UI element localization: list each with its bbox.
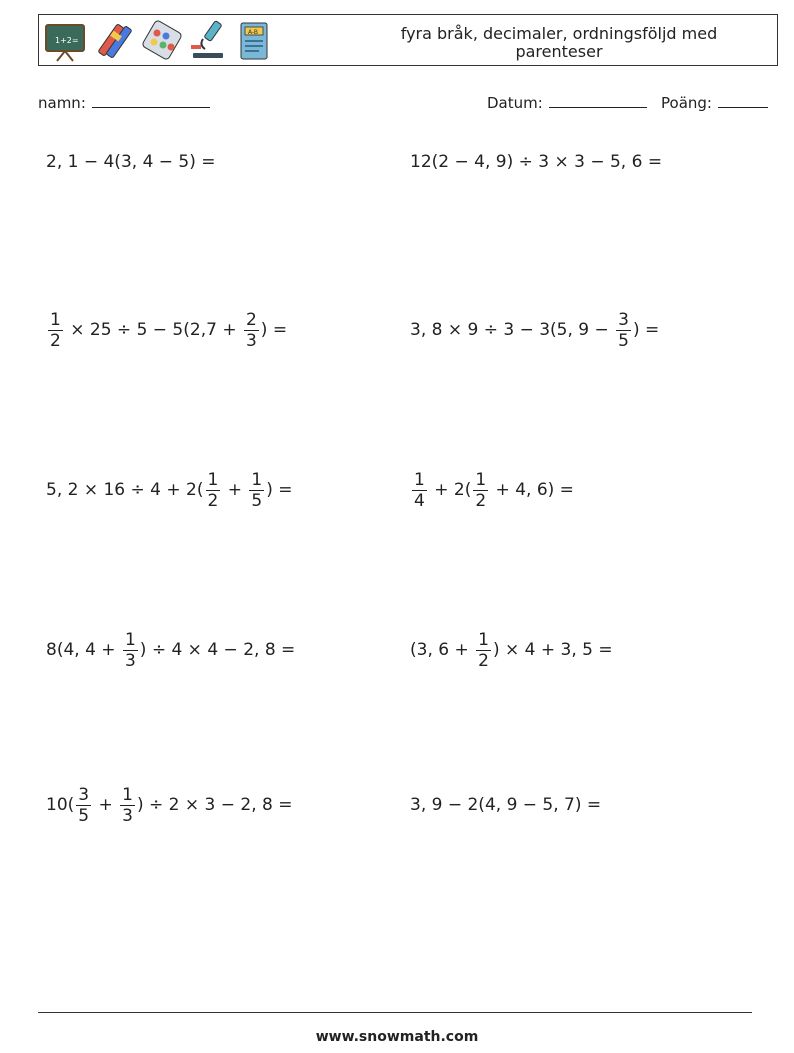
problem-text: ) = [633,320,660,340]
footer-divider [38,1012,752,1013]
fraction-denominator: 3 [124,650,136,671]
problem-text: 3, 8 × 9 ÷ 3 − 3(5, 9 − [410,320,615,340]
problem-text: 8(4, 4 + [46,640,121,660]
problem-text: 12(2 − 4, 9) ÷ 3 × 3 − 5, 6 = [410,152,663,172]
problem-text: ) × 4 + 3, 5 = [492,640,613,660]
score-label: Poäng: [661,94,712,112]
problem-text: + 4, 6) = [490,480,574,500]
fraction-denominator: 5 [618,330,629,351]
problem-8 [410,620,613,680]
fraction-denominator: 2 [50,330,61,351]
problem-9 [46,775,293,835]
fraction-numerator: 2 [245,309,257,330]
problem-text: 2, 1 − 4(3, 4 − 5) = [46,152,216,172]
problem-10 [410,775,601,835]
problem-text: 5, 2 × 16 ÷ 4 + 2( [46,480,204,500]
worksheet-title: fyra bråk, decimaler, ordningsföljd med parenteser [400,24,718,61]
name-field [38,93,210,112]
chalkboard-icon [43,19,87,63]
fraction [244,310,259,351]
fraction [48,310,63,351]
name-blank [92,93,210,108]
fraction [473,470,488,511]
fraction [476,630,491,671]
problem-text: + 2( [428,480,472,500]
problem-5 [46,460,293,520]
crayons-icon [93,19,137,63]
paint-palette-icon [141,19,185,63]
fraction [76,785,91,826]
date-blank [549,93,647,108]
fraction-denominator: 2 [207,490,219,511]
date-field [487,93,647,112]
fraction [206,470,221,511]
score-blank [718,93,768,108]
fraction-numerator: 3 [78,784,90,805]
problem-text: ) = [266,480,293,500]
score-field [661,93,768,112]
fraction-denominator: 3 [122,805,133,826]
date-label: Datum: [487,94,543,112]
svg-text:1+2=: 1+2= [55,36,79,45]
fraction-numerator: 1 [122,784,133,805]
fraction-denominator: 2 [475,490,487,511]
problem-text: + [222,480,248,500]
fraction-numerator: 1 [124,629,136,650]
fraction-denominator: 5 [78,805,90,826]
problem-2 [410,132,662,192]
fraction-numerator: 1 [251,469,263,490]
problem-text: × 25 ÷ 5 − 5(2,7 + [64,320,242,340]
problem-text: 10( [46,795,75,815]
problem-1 [46,132,216,192]
problem-text: 3, 9 − 2(4, 9 − 5, 7) = [410,795,602,815]
fraction-numerator: 3 [618,309,629,330]
fraction-denominator: 2 [478,650,489,671]
fraction-numerator: 1 [207,469,219,490]
footer-url: www.snowmath.com [315,1029,479,1045]
fraction [120,785,135,826]
fraction-numerator: 1 [478,629,489,650]
fraction-denominator: 5 [251,490,263,511]
fraction [123,630,138,671]
problem-text: ) ÷ 2 × 3 − 2, 8 = [136,795,293,815]
fraction [249,470,264,511]
problem-7 [46,620,295,680]
fraction-numerator: 1 [475,469,487,490]
fraction [616,310,631,351]
fraction [412,470,427,511]
svg-text:A-B: A-B [248,29,259,36]
problem-text: (3, 6 + [410,640,475,660]
problem-4 [410,300,659,360]
worksheet-header [38,14,778,66]
book-icon [233,19,277,63]
problem-text: ) ÷ 4 × 4 − 2, 8 = [139,640,296,660]
problem-3 [46,300,287,360]
microscope-icon [187,19,231,63]
problem-text: ) = [260,320,288,340]
fraction-denominator: 4 [414,490,425,511]
fraction-numerator: 1 [50,309,61,330]
fraction-numerator: 1 [414,469,425,490]
name-label: namn: [38,94,86,112]
problem-6 [410,460,574,520]
problem-text: + [93,795,119,815]
fraction-denominator: 3 [245,330,257,351]
